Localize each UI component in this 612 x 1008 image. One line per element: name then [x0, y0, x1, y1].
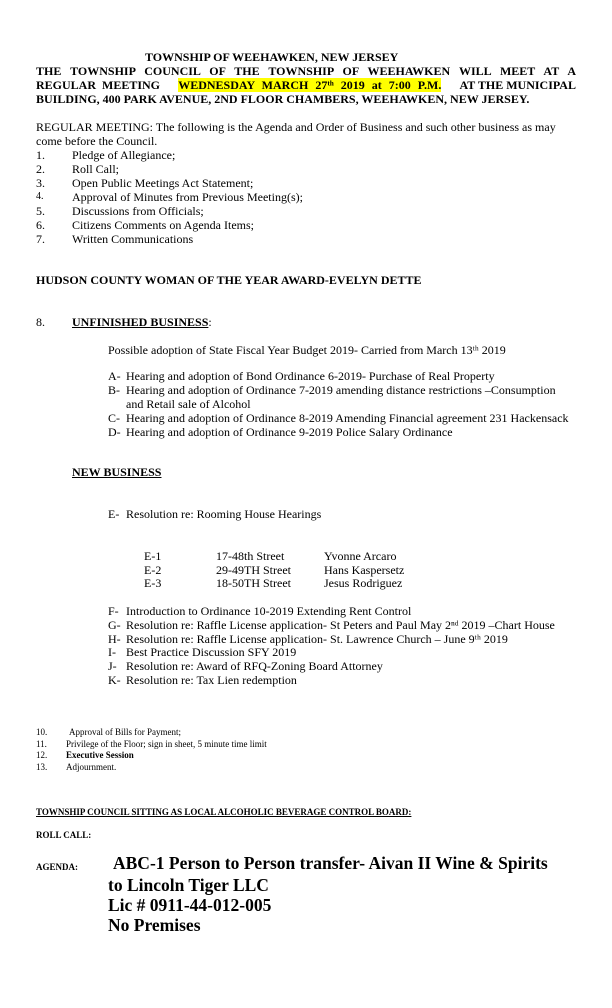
- header-line-1: THE TOWNSHIP COUNCIL OF THE TOWNSHIP OF WEEHAWKEN WILL MEET AT A: [36, 64, 576, 78]
- list-item: Resolution re: Award of RFQ-Zoning Board Attorney: [126, 659, 383, 673]
- document-title: TOWNSHIP OF WEEHAWKEN, NEW JERSEY: [145, 50, 399, 64]
- header-line-2-pre: REGULAR MEETING: [36, 78, 161, 92]
- abc-board-heading: TOWNSHIP COUNCIL SITTING AS LOCAL ALCOHOLIC BEVERAGE CONTROL BOARD:: [36, 807, 412, 817]
- list-item-number: 6.: [36, 218, 45, 232]
- list-item: Hearing and adoption of Ordinance 7-2019 amending distance restrictions –Consumption: [126, 383, 556, 397]
- hearing-name: Hans Kaspersetz: [324, 563, 405, 577]
- hearing-id: E-1: [144, 549, 162, 563]
- list-item: Discussions from Officials;: [72, 204, 204, 218]
- intro-line-1: REGULAR MEETING: The following is the Agenda and Order of Business and such other business as may: [36, 120, 556, 134]
- list-item: Approval of Minutes from Previous Meeting(s);: [72, 190, 303, 204]
- hearing-id: E-3: [144, 576, 162, 590]
- item-letter: I-: [108, 645, 116, 659]
- list-item: Open Public Meetings Act Statement;: [72, 176, 254, 190]
- list-item: Adjournment.: [66, 762, 117, 772]
- header-line-2-post: AT THE MUNICIPAL: [459, 78, 576, 92]
- list-item-number: 1.: [36, 148, 45, 162]
- list-item-number: 4.: [36, 191, 44, 202]
- item-letter: D-: [108, 425, 121, 439]
- list-item: Hearing and adoption of Ordinance 8-2019 Amending Financial agreement 231 Hackensack: [126, 411, 569, 425]
- item-letter: K-: [108, 673, 121, 687]
- unfinished-business-heading: [72, 315, 212, 329]
- list-item-number: 7.: [36, 232, 45, 246]
- list-item-number: 12.: [36, 750, 48, 760]
- list-item-number: 5.: [36, 204, 45, 218]
- hearing-address: 18-50TH Street: [216, 576, 291, 590]
- list-item: Best Practice Discussion SFY 2019: [126, 645, 297, 659]
- list-item: Pledge of Allegiance;: [72, 148, 176, 162]
- item-letter: H-: [108, 632, 121, 646]
- heading-colon: :: [208, 315, 212, 329]
- list-item: Written Communications: [72, 232, 194, 246]
- abc-item-line-1: ABC-1 Person to Person transfer- Aivan II Wine & Spirits: [113, 853, 548, 873]
- unfinished-business-label: UNFINISHED BUSINESS: [72, 315, 209, 329]
- list-item: Executive Session: [66, 750, 134, 760]
- abc-item-line-2: to Lincoln Tiger LLC: [108, 875, 269, 895]
- list-item-number: 3.: [36, 176, 45, 190]
- item-letter: E-: [108, 507, 120, 521]
- header-line-2: [36, 78, 576, 92]
- list-item: Resolution re: Raffle License application- St. Lawrence Church – June 9ᵗʰ 2019: [126, 632, 508, 646]
- hearing-name: Jesus Rodriguez: [324, 576, 403, 590]
- list-item: Resolution re: Tax Lien redemption: [126, 673, 297, 687]
- item-letter: G-: [108, 618, 121, 632]
- new-business-heading: NEW BUSINESS: [72, 465, 162, 479]
- list-item: Hearing and adoption of Bond Ordinance 6-2019- Purchase of Real Property: [126, 369, 495, 383]
- agenda-label: AGENDA:: [36, 862, 78, 872]
- list-item-number: 13.: [36, 762, 48, 772]
- hearing-name: Yvonne Arcaro: [324, 549, 397, 563]
- header-line-3: BUILDING, 400 PARK AVENUE, 2ND FLOOR CHAMBERS, WEEHAWKEN, NEW JERSEY.: [36, 92, 530, 106]
- list-item: Resolution re: Raffle License application- St Peters and Paul May 2ⁿᵈ 2019 –Chart House: [126, 618, 555, 632]
- list-item-continuation: and Retail sale of Alcohol: [126, 397, 251, 411]
- list-item: Privilege of the Floor; sign in sheet, 5 minute time limit: [66, 739, 267, 749]
- budget-item: Possible adoption of State Fiscal Year Budget 2019- Carried from March 13ᵗʰ 2019: [108, 343, 506, 357]
- list-item-number: 2.: [36, 162, 45, 176]
- award-heading: HUDSON COUNTY WOMAN OF THE YEAR AWARD-EVELYN DETTE: [36, 273, 422, 287]
- abc-item-line-4: No Premises: [108, 915, 201, 935]
- roll-call-label: ROLL CALL:: [36, 830, 92, 840]
- list-item: Hearing and adoption of Ordinance 9-2019 Police Salary Ordinance: [126, 425, 453, 439]
- item-letter: J-: [108, 659, 117, 673]
- intro-line-2: come before the Council.: [36, 134, 158, 148]
- list-item: Resolution re: Rooming House Hearings: [126, 507, 322, 521]
- list-item: Approval of Bills for Payment;: [69, 727, 181, 737]
- item-letter: C-: [108, 411, 120, 425]
- hearing-id: E-2: [144, 563, 162, 577]
- abc-license-number: Lic # 0911-44-012-005: [108, 895, 272, 915]
- list-item-number: 11.: [36, 739, 47, 749]
- hearing-address: 29-49TH Street: [216, 563, 291, 577]
- item-letter: A-: [108, 369, 121, 383]
- list-item-number: 10.: [36, 727, 48, 737]
- list-item: Citizens Comments on Agenda Items;: [72, 218, 254, 232]
- meeting-date-highlight: WEDNESDAY MARCH 27ᵗʰ 2019 at 7:00 P.M.: [178, 78, 442, 92]
- list-item: Roll Call;: [72, 162, 120, 176]
- list-item: Introduction to Ordinance 10-2019 Extending Rent Control: [126, 604, 412, 618]
- hearing-address: 17-48th Street: [216, 549, 285, 563]
- item-letter: F-: [108, 604, 119, 618]
- section-number: 8.: [36, 315, 45, 329]
- item-letter: B-: [108, 383, 120, 397]
